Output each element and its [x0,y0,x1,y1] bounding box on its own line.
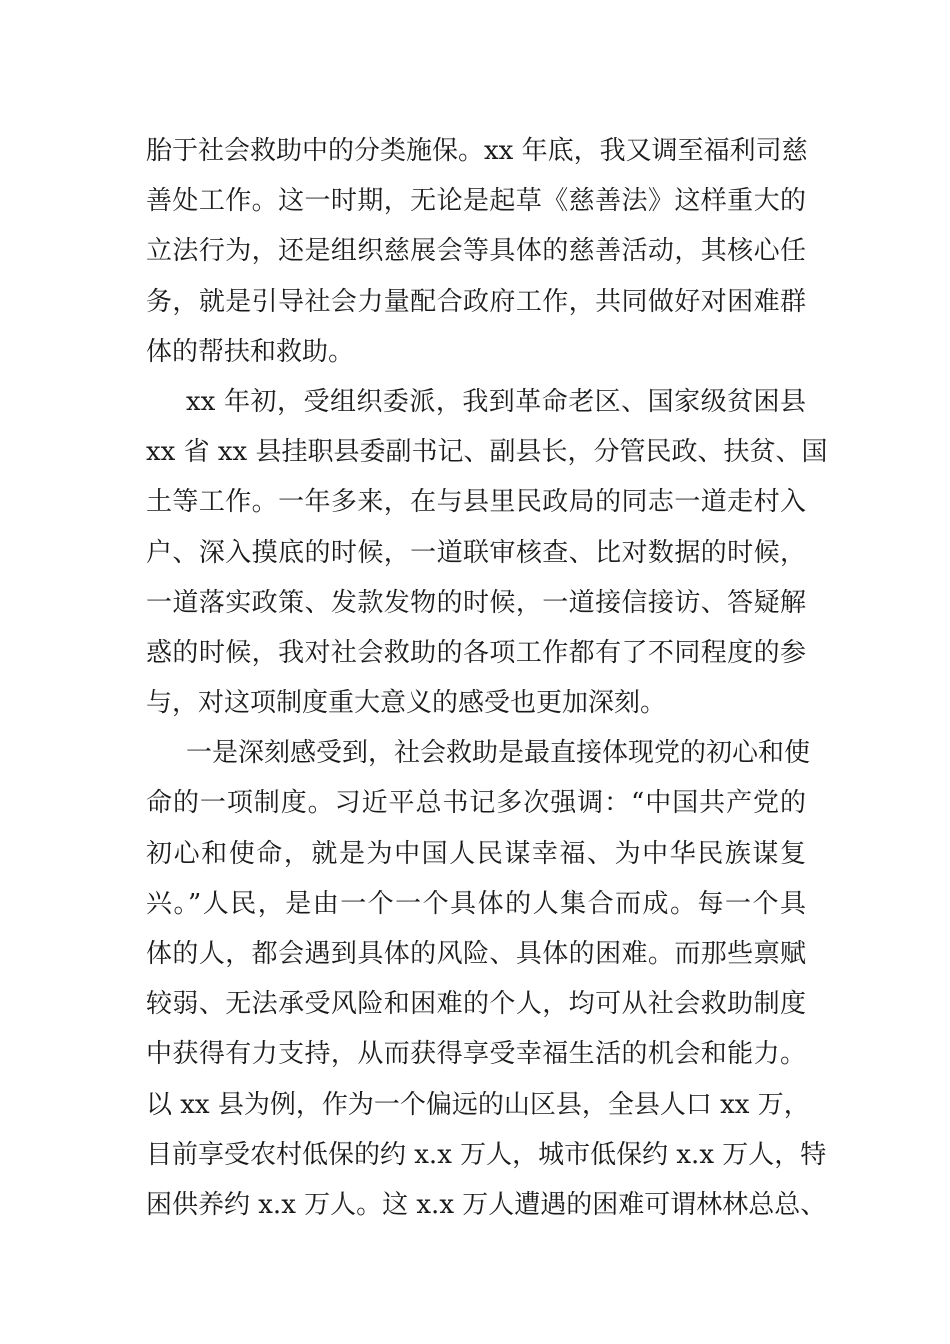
text-line: 胎于社会救助中的分类施保。xx 年底，我又调至福利司慈 [146,136,808,166]
text-line: 一是深刻感受到，社会救助是最直接体现党的初心和使 [186,738,811,769]
text-line: 命的一项制度。习近平总书记多次强调：“中国共产党的 [146,788,806,819]
text-line: 惑的时候，我对社会救助的各项工作都有了不同程度的参 [146,637,806,668]
text-line: 初心和使命，就是为中国人民谋幸福、为中华民族谋复 [146,838,806,869]
paragraph-1 [146,126,806,377]
text-line: 善处工作。这一时期，无论是起草《慈善法》这样重大的 [146,186,806,217]
text-line: 体的帮扶和救助。 [146,336,355,367]
text-line: 土等工作。一年多来，在与县里民政局的同志一道走村入 [146,487,806,518]
text-line: 户、深入摸底的时候，一道联审核查、比对数据的时候， [146,537,806,568]
text-line: 困供养约 x.x 万人。这 x.x 万人遭遇的困难可谓林林总总、 [146,1189,827,1220]
text-line: 兴。”人民，是由一个一个具体的人集合而成。每一个具 [146,888,806,919]
text-line: 以 xx 县为例，作为一个偏远的山区县，全县人口 xx 万， [146,1089,810,1120]
text-line: 立法行为，还是组织慈展会等具体的慈善活动，其核心任 [146,236,806,267]
text-line: 体的人，都会遇到具体的风险、具体的困难。而那些禀赋 [146,939,806,969]
text-line: xx 年初，受组织委派，我到革命老区、国家级贫困县 [186,386,806,417]
paragraph-2 [146,377,828,728]
text-line: xx 省 xx 县挂职县委副书记、副县长，分管民政、扶贫、国 [146,437,828,468]
text-line: 中获得有力支持，从而获得享受幸福生活的机会和能力。 [146,1039,806,1070]
text-line: 较弱、无法承受风险和困难的个人，均可从社会救助制度 [146,989,806,1020]
document-body [146,126,828,1230]
text-line: 一道落实政策、发款发物的时候，一道接信接访、答疑解 [146,587,806,618]
text-line: 与，对这项制度重大意义的感受也更加深刻。 [146,688,667,719]
paragraph-3 [146,728,827,1230]
text-line: 务，就是引导社会力量配合政府工作，共同做好对困难群 [146,286,806,317]
text-line: 目前享受农村低保的约 x.x 万人，城市低保约 x.x 万人，特 [146,1139,827,1170]
